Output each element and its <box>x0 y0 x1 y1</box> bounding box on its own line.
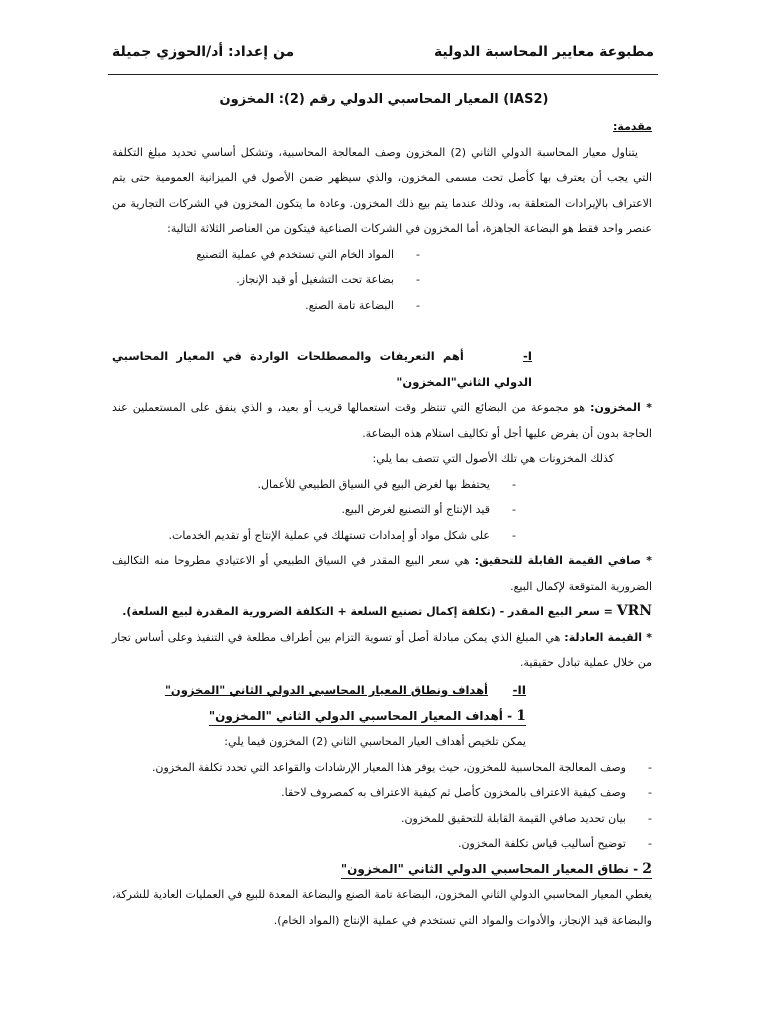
section-1 <box>112 344 652 676</box>
subsection-1-heading <box>112 704 652 730</box>
subsection-1-title: - أهداف المعيار المحاسبي الدولي الثاني "المخزون" <box>208 708 517 723</box>
list-item: - وصف كيفية الاعتراف بالمخزون كأصل ثم كيفية الاعتراف به كمصروف لاحقا. <box>112 780 652 806</box>
subsection-2-title: - نطاق المعيار المحاسبي الدولي الثاني "المخزون" <box>340 861 643 876</box>
header-title: مطبوعة معايير المحاسبة الدولية <box>433 44 654 60</box>
bullet-dash: - <box>512 503 516 516</box>
bullet-dash: - <box>648 786 652 799</box>
list-item: - المواد الخام التي تستخدم في عملية التصنيع <box>112 242 420 268</box>
bullet-dash: - <box>512 477 516 491</box>
bullet-dash: - <box>416 298 420 312</box>
inventory-definition: * المخزون: هو مجموعة من البضائع التي تنتظر وقت استعمالها قريب أو بعيد، و الذي ينفق على المستعملين عند الحاجة بدون أن يفرض عليها أجل أو تكاليف استلام هذه البضاعة. <box>112 401 652 440</box>
header-author: من إعداد: أد/الحوزي جميلة <box>112 44 295 60</box>
intro-list <box>112 242 652 319</box>
vrn-formula: VRN = سعر البيع المقدر - (تكلفة إكمال تصنيع السلعة + التكلفة الضرورية المقدرة لبيع السلعة). <box>122 603 652 619</box>
objectives-intro: يمكن تلخيص أهداف العيار المحاسبي الثاني (2) المخزون فيما يلي: <box>224 735 526 748</box>
section-2 <box>112 678 652 933</box>
fair-value-definition: * القيمة العادلة: هي المبلغ الذي يمكن مبادلة أصل أو تسوية التزام بين أطراف مطلعة في التنفيذ وعلى أساس تجار من خلال عملية تبادل حقيقية. <box>112 630 652 669</box>
vrn-label: VRN <box>616 603 652 619</box>
bullet-dash: - <box>648 811 652 825</box>
section-1-title: أهم التعريفات والمصطلحات الواردة في المعيار المحاسبي الدولي الثاني"المخزون" <box>112 349 532 389</box>
subsection-2-heading <box>112 857 652 883</box>
nrv-definition: * صافي القيمة القابلة للتحقيق: هي سعر البيع المقدر في السياق الطبيعي أو الاعتيادي مطروحا منه التكاليف الضرورية المتوقعة لإكمال البيع. <box>112 554 653 593</box>
section-1-heading <box>112 344 652 395</box>
document-title: (IAS2) المعيار المحاسبي الدولي رقم (2): المخزون <box>219 92 549 107</box>
list-item: - بيان تحديد صافي القيمة القابلة للتحقيق للمخزون. <box>112 806 652 832</box>
nrv-term: * صافي القيمة القابلة للتحقيق: <box>474 554 653 567</box>
bullet-dash: - <box>416 273 420 286</box>
subsection-2-number: 2 <box>642 860 652 877</box>
list-item: - قيد الإنتاج أو التصنيع لغرض البيع. <box>112 497 516 523</box>
intro-heading: مقدمة: <box>613 120 652 133</box>
bullet-dash: - <box>416 247 420 261</box>
assets-intro: كذلك المخزونات هي تلك الأصول التي تتصف بما يلي: <box>372 452 614 465</box>
objectives-list <box>112 755 652 857</box>
bullet-dash: - <box>512 528 516 542</box>
section-2-number: II- <box>512 683 526 697</box>
list-item: - وصف المعالجة المحاسبية للمخزون، حيث يوفر هذا المعيار الإرشادات والقواعد التي تحدد تكلفة المخزون. <box>112 755 652 781</box>
section-1-number: I- <box>522 349 532 363</box>
bullet-dash: - <box>648 837 652 850</box>
section-2-heading <box>112 678 652 704</box>
scope-paragraph: يغطي المعيار المحاسبي الدولي الثاني المخزون، البضاعة تامة الصنع والبضاعة المعدة للبيع في العمليات العادية للشركة، والبضاعة قيد الإنجاز، والأدوات والمواد التي تستخدم في عملية الإنتاج (المواد الخام). <box>112 888 652 927</box>
subsection-1-number: 1 <box>516 707 526 724</box>
list-item: - بضاعة تحت التشغيل أو قيد الإنجاز. <box>112 267 420 293</box>
fair-value-term: * القيمة العادلة: <box>564 630 652 644</box>
list-item: - على شكل مواد أو إمدادات تستهلك في عملية الإنتاج أو تقديم الخدمات. <box>112 523 516 549</box>
assets-list <box>112 472 652 549</box>
header-divider <box>108 74 658 75</box>
intro-paragraph: يتناول معيار المحاسبة الدولي الثاني (2) المخزون وصف المعالجة المحاسبية، وتشكل أساسي تحديد مبلغ التكلفة التي يجب أن يعترف بها كأصل تحت مسمى المخزون، والذي سيظهر ضمن الأصول في الميزانية العمومية حتى يتم الاعتراف بالإيرادات المتعلقة به، وذلك عندما يتم بيع ذلك المخزون. وعادة ما يتكون المخزون في الشركات التجارية من عنصر واحد فقط هو البضاعة الجاهزة، أما المخزون في الشركات الصناعية فيتكون من العناصر الثلاثة التالية: <box>112 145 652 235</box>
inventory-term: * المخزون: <box>590 401 652 414</box>
list-item: - البضاعة تامة الصنع. <box>112 293 420 319</box>
intro-section <box>112 114 652 318</box>
list-item: - يحتفظ بها لغرض البيع في السياق الطبيعي للأعمال. <box>112 472 516 498</box>
section-2-title: أهداف ونطاق المعيار المحاسبي الدولي الثاني "المخزون" <box>164 683 488 697</box>
list-item: - توضيح أساليب قياس تكلفة المخزون. <box>112 831 652 857</box>
page-header <box>112 44 654 60</box>
bullet-dash: - <box>648 760 652 774</box>
